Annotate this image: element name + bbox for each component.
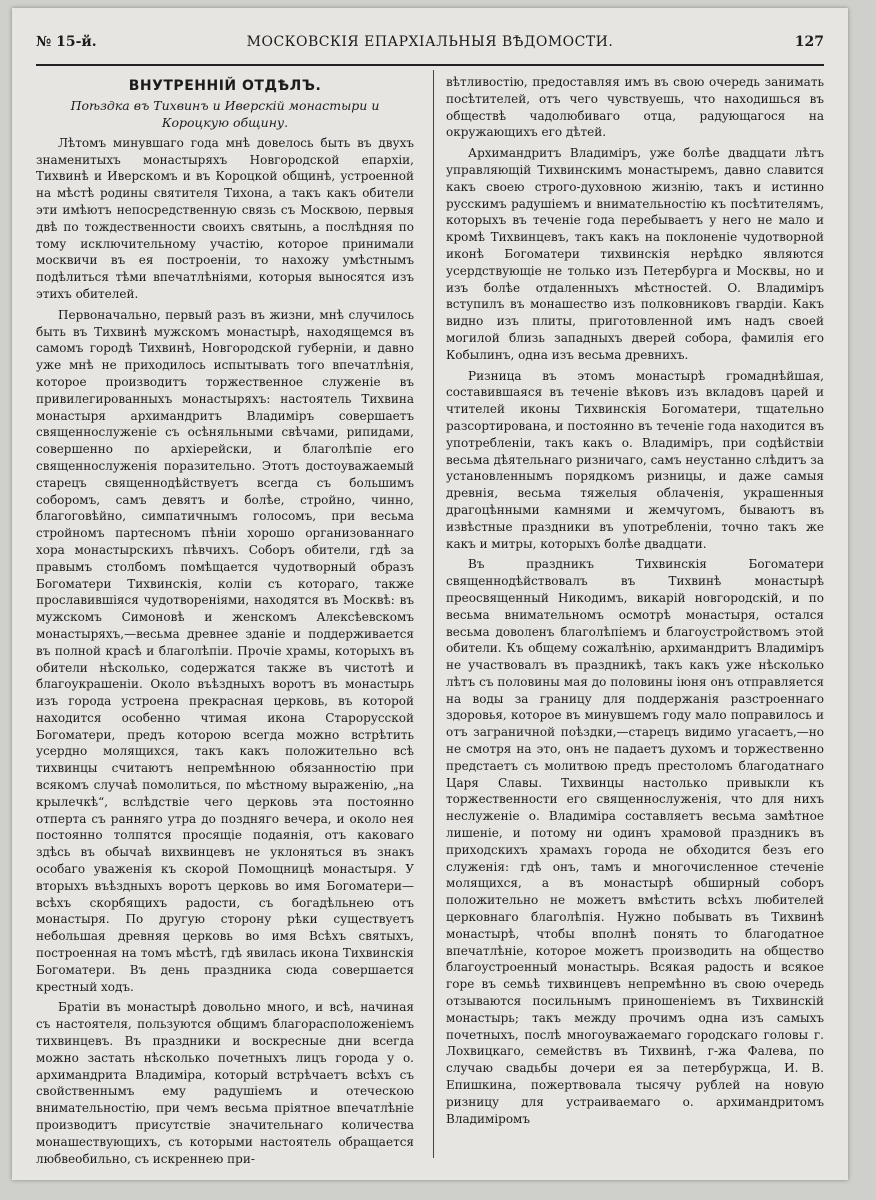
paragraph: Лѣтомъ минувшаго года мнѣ довелось быть въ двухъ знаменитыхъ монастыряхъ Новгородской епархіи, Тихвинѣ и Иверскомъ и въ Короцкой общинѣ, устроенной на мѣстѣ родины святителя Тихона, а такъ какъ обители эти имѣютъ непосредственную связь съ Москвою, первыя двѣ по тождественности своихъ святынь, а послѣдняя по тому исключительному участію, которое принимали москвичи въ ея построеніи, то нахожу умѣстнымъ подѣлиться тѣми впечатлѣніями, которыя выносятся изъ этихъ обителей. <box>36 135 414 301</box>
article-title: Поѣздка въ Тихвинъ и Иверскій монастыри и Короцкую общину. <box>70 97 380 130</box>
header-rule <box>36 64 824 66</box>
publication-title: МОСКОВСКІЯ ЕПАРХІАЛЬНЫЯ ВѢДОМОСТИ. <box>246 34 614 50</box>
left-column <box>36 74 414 1166</box>
issue-number: № 15-й. <box>36 34 97 50</box>
paragraph: Первоначально, первый разъ въ жизни, мнѣ случилось быть въ Тихвинѣ мужскомъ монастырѣ, находящемся въ самомъ городѣ Тихвинѣ, Новгородской губерніи, и давно уже мнѣ не приходилось испытывать того впечатлѣнія, которое производитъ торжественное служеніе въ привилегированныхъ монастыряхъ: настоятель Тихвина монастыря архимандритъ Владиміръ совершаетъ священнослуженіе съ осѣняльными свѣчами, рипидами, совершенно по архіерейски, и благолѣпіе его священнослуженія поразительно. Этотъ достоуважаемый старецъ священнодѣйствуетъ всегда съ большимъ соборомъ, самъ девятъ и болѣе, стройно, чинно, благоговѣйно, симпатичнымъ голосомъ, при весьма стройномъ партесномъ пѣніи хорошо организованнаго хора монастырскихъ пѣвчихъ. Соборъ обители, гдѣ за правымъ столбомъ помѣщается чудотворный образъ Богоматери Тихвинскія, коліи съ котораго, также прославившіяся чудотвореніями, находятся въ Москвѣ: въ мужскомъ Симоновѣ и женскомъ Алексѣевскомъ монастыряхъ,—весьма древнее зданіе и поддерживается въ полной красѣ и благолѣпіи. Прочіе храмы, которыхъ въ обители нѣсколько, содержатся также въ чистотѣ и благоукрашеніи. Около въѣздныхъ воротъ въ монастырь изъ города устроена прекрасная церковь, въ которой находится особенно чтимая икона Старорусской Богоматери, предъ которою всегда можно встрѣтить усердно молящихся, такъ какъ положительно всѣ тихвинцы считаютъ непремѣнною обязанностію при всякомъ случаѣ помолиться, по мѣстному выраженію, „на крылечкѣ“, вслѣдствіе чего церковь эта постоянно отперта съ ранняго утра до поздняго вечера, и около нея постоянно толпятся просящіе подаянія, отъ каковаго здѣсь въ обычаѣ вихвинцевъ не уклоняться въ знакъ особаго уваженія къ скорой Помощницѣ монастыря. У вторыхъ въѣздныхъ воротъ церковь во имя Богоматери—всѣхъ скорбящихъ радости, съ богадѣльнею отъ монастыря. По другую сторону рѣки существуетъ небольшая древняя церковь во имя Всѣхъ святыхъ, построенная на томъ мѣстѣ, гдѣ явилась икона Тихвинскія Богоматери. Въ день праздника сюда совершается крестный ходъ. <box>36 307 414 994</box>
newspaper-page <box>12 8 848 1180</box>
column-divider <box>433 70 434 1158</box>
section-title: ВНУТРЕННІЙ ОТДѢЛЪ. <box>128 78 322 94</box>
paragraph: Архимандритъ Владиміръ, уже болѣе двадцати лѣтъ управляющій Тихвинскимъ монастыремъ, давно славится какъ своею строго-духовною жизнію, такъ и истинно русскимъ радушіемъ и внимательностію къ посѣтителямъ, которыхъ въ теченіе года перебываетъ у него не мало и кромѣ Тихвинцевъ, такъ какъ на поклоненіе чудотворной иконѣ Богоматери тихвинскія нерѣдко являются усердствующіе не только изъ Петербурга и Москвы, но и изъ болѣе отдаленныхъ мѣстностей. О. Владиміръ вступилъ въ монашество изъ полковниковъ гвардіи. Какъ видно изъ плиты, приготовленной имъ надъ своей могилой близь западныхъ дверей собора, фамилія его Кобылинъ, одна изъ весьма древнихъ. <box>446 146 824 362</box>
right-column <box>446 74 824 1154</box>
paragraph: Ризница въ этомъ монастырѣ громаднѣйшая, составившаяся въ теченіе вѣковъ изъ вкладовъ царей и чтителей иконы Тихвинскія Богоматери, тщательно разсортирована, и постоянно въ теченіе года находится въ употребленіи, такъ какъ о. Владиміръ, при содѣйствіи весьма дѣятельнаго ризничаго, самъ неустанно слѣдитъ за установленнымъ порядкомъ ризницы, и даже самыя древнія, весьма тяжелыя облаченія, украшенныя драгоцѣнными камнями и жемчугомъ, бываютъ въ извѣстные праздники въ употребленіи, точно такъ же какъ и митры, которыхъ болѣе двадцати. <box>446 368 824 551</box>
paragraph: вѣтливостію, предоставляя имъ въ свою очередь занимать посѣтителей, отъ чего чувствуешь, что находишься въ обществѣ чадолюбиваго отца, радующагося на окружающихъ его дѣтей. <box>446 75 824 140</box>
paragraph: Въ праздникъ Тихвинскія Богоматери священнодѣйствовалъ въ Тихвинѣ монастырѣ преосвященный Никодимъ, викарій новгородскій, и по весьма внимательномъ осмотрѣ монастыря, остался весьма доволенъ благолѣпіемъ и благоустройствомъ этой обители. Къ общему сожалѣнію, архимандритъ Владиміръ не участвовалъ въ праздникѣ, такъ какъ уже нѣсколько лѣтъ съ половины мая до половины іюня онъ отправляется на воды за границу для поддержанія разстроеннаго здоровья, которое въ минувшемъ году мало поправилось и отъ заграничной поѣздки,—старецъ видимо угасаетъ,—но не смотря на это, онъ не падаетъ духомъ и торжественно предстаетъ съ молитвою предъ престоломъ благодатнаго Царя Славы. Тихвинцы настолько привыкли къ торжественности его священнослуженія, что для нихъ неслуженіе о. Владиміра составляетъ весьма замѣтное лишеніе, и потому ни одинъ храмовой праздникъ въ приходскихъ храмахъ города не обходится безъ его служенія: гдѣ онъ, тамъ и многочисленное стеченіе молящихся, а въ монастырѣ обширный соборъ положительно не можетъ вмѣстить всѣхъ любителей церковнаго благолѣпія. Нужно побывать въ Тихвинѣ монастырѣ, чтобы вполнѣ понять то благодатное впечатлѣніе, которое можетъ производить на общество благоустроенный монастырь. Всякая радость и всякое горе въ семьѣ тихвинцевъ непремѣнно въ свою очередь отзываются посильнымъ приношеніемъ въ Тихвинскій монастырь; такъ между прочимъ одна изъ самыхъ почетныхъ, послѣ многоуважаемаго городскаго головы г. Лохвицкаго, семействъ въ Тихвинѣ, г-жа Фалева, по случаю свадьбы дочери ея за петербуржца, И. В. Епишкина, пожертвовала тысячу рублей на новую ризницу для устраиваемаго о. архимандритомъ Владиміромъ <box>446 557 824 1126</box>
page-number: 127 <box>794 34 824 50</box>
page-header <box>36 30 824 60</box>
paragraph: Братіи въ монастырѣ довольно много, и всѣ, начиная съ настоятеля, пользуются общимъ благорасположеніемъ тихвинцевъ. Въ праздники и воскресные дни всегда можно застать нѣсколько почетныхъ лицъ города у о. архимандрита Владиміра, который встрѣчаетъ всѣхъ съ свойственнымъ ему радушіемъ и отеческою внимательностію, при чемъ весьма пріятное впечатлѣніе производитъ присутствіе значительнаго количества монашествующихъ, съ которыми настоятель обращается любвеобильно, съ искреннею при- <box>36 1000 414 1166</box>
